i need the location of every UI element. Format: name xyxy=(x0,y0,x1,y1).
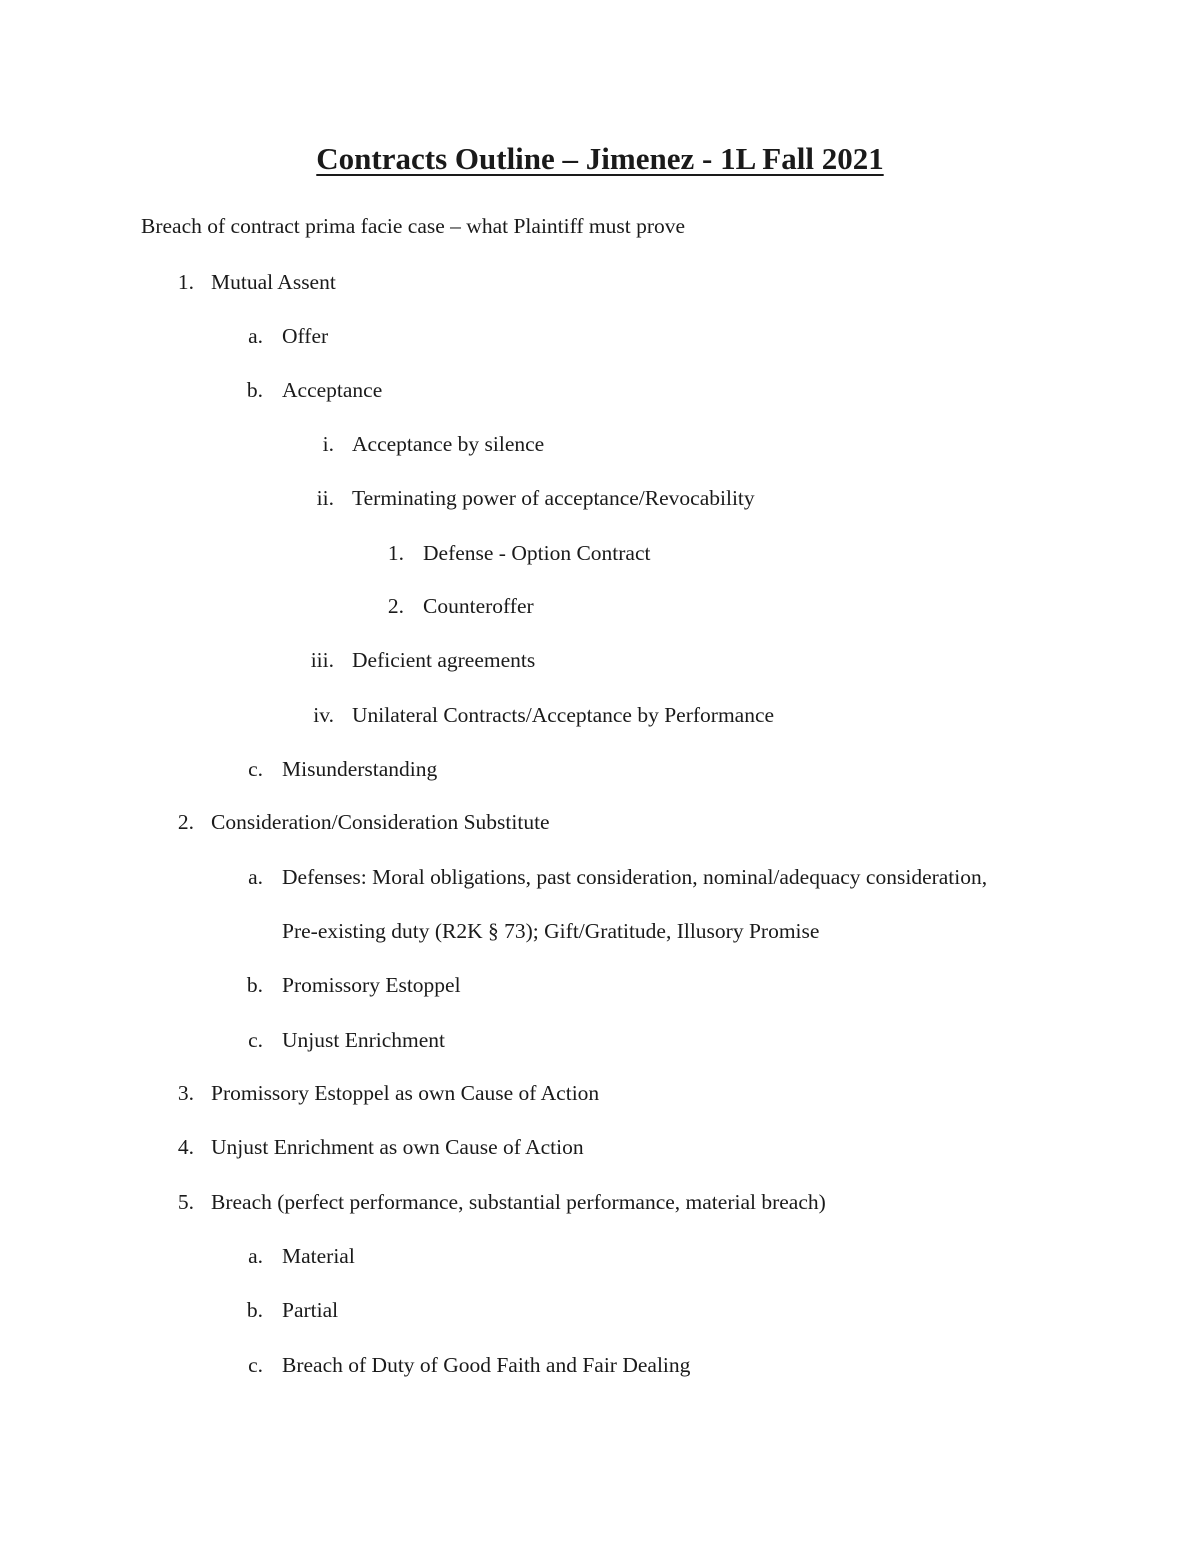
list-item-text: Counteroffer xyxy=(423,594,534,618)
list-item-text: Promissory Estoppel as own Cause of Action xyxy=(211,1081,600,1105)
list-marker: ii. xyxy=(316,486,334,510)
list-item-text: Offer xyxy=(282,324,329,348)
list-marker: b. xyxy=(246,378,263,402)
list-marker: a. xyxy=(248,865,263,889)
list-item-text: Consideration/Consideration Substitute xyxy=(211,810,550,834)
list-item-text: Mutual Assent xyxy=(211,270,336,294)
list-marker: a. xyxy=(248,1244,263,1268)
list-marker: 1. xyxy=(177,270,194,294)
list-marker: i. xyxy=(322,432,334,456)
list-marker: 4. xyxy=(177,1135,194,1159)
list-item-text: Deficient agreements xyxy=(352,648,536,672)
list-item-text: Breach of Duty of Good Faith and Fair Dealing xyxy=(282,1353,691,1377)
list-marker: iii. xyxy=(310,648,334,672)
list-item-text: Material xyxy=(282,1244,355,1268)
list-marker: c. xyxy=(248,1353,263,1377)
list-item-text: Unjust Enrichment as own Cause of Action xyxy=(211,1135,584,1159)
list-marker: c. xyxy=(248,1028,263,1052)
list-item-text: Promissory Estoppel xyxy=(282,973,461,997)
list-marker: a. xyxy=(248,324,263,348)
list-marker: c. xyxy=(248,757,263,781)
document-title: Contracts Outline – Jimenez - 1L Fall 2021 xyxy=(316,141,884,176)
list-item-text: Misunderstanding xyxy=(282,757,438,781)
list-marker: 2. xyxy=(387,594,404,618)
list-item-text: Unilateral Contracts/Acceptance by Performance xyxy=(352,703,775,727)
list-item-text: Terminating power of acceptance/Revocability xyxy=(352,486,755,510)
list-marker: b. xyxy=(246,973,263,997)
list-marker: 1. xyxy=(387,541,404,565)
list-marker: 2. xyxy=(177,810,194,834)
list-item-text: Breach (perfect performance, substantial performance, material breach) xyxy=(211,1190,826,1214)
list-item-text: Unjust Enrichment xyxy=(282,1028,446,1052)
list-marker: iv. xyxy=(313,703,334,727)
list-marker: 3. xyxy=(177,1081,194,1105)
list-item-text: Defenses: Moral obligations, past consideration, nominal/adequacy consideration, xyxy=(282,865,988,889)
list-marker: b. xyxy=(246,1298,263,1322)
list-item-text: Acceptance xyxy=(282,378,383,402)
list-marker: 5. xyxy=(177,1190,194,1214)
list-item-text: Defense - Option Contract xyxy=(423,541,651,565)
list-item-text: Pre-existing duty (R2K § 73); Gift/Gratitude, Illusory Promise xyxy=(282,919,820,943)
list-item-text: Acceptance by silence xyxy=(352,432,545,456)
intro-paragraph: Breach of contract prima facie case – what Plaintiff must prove xyxy=(141,214,686,238)
list-item-text: Partial xyxy=(282,1298,339,1322)
